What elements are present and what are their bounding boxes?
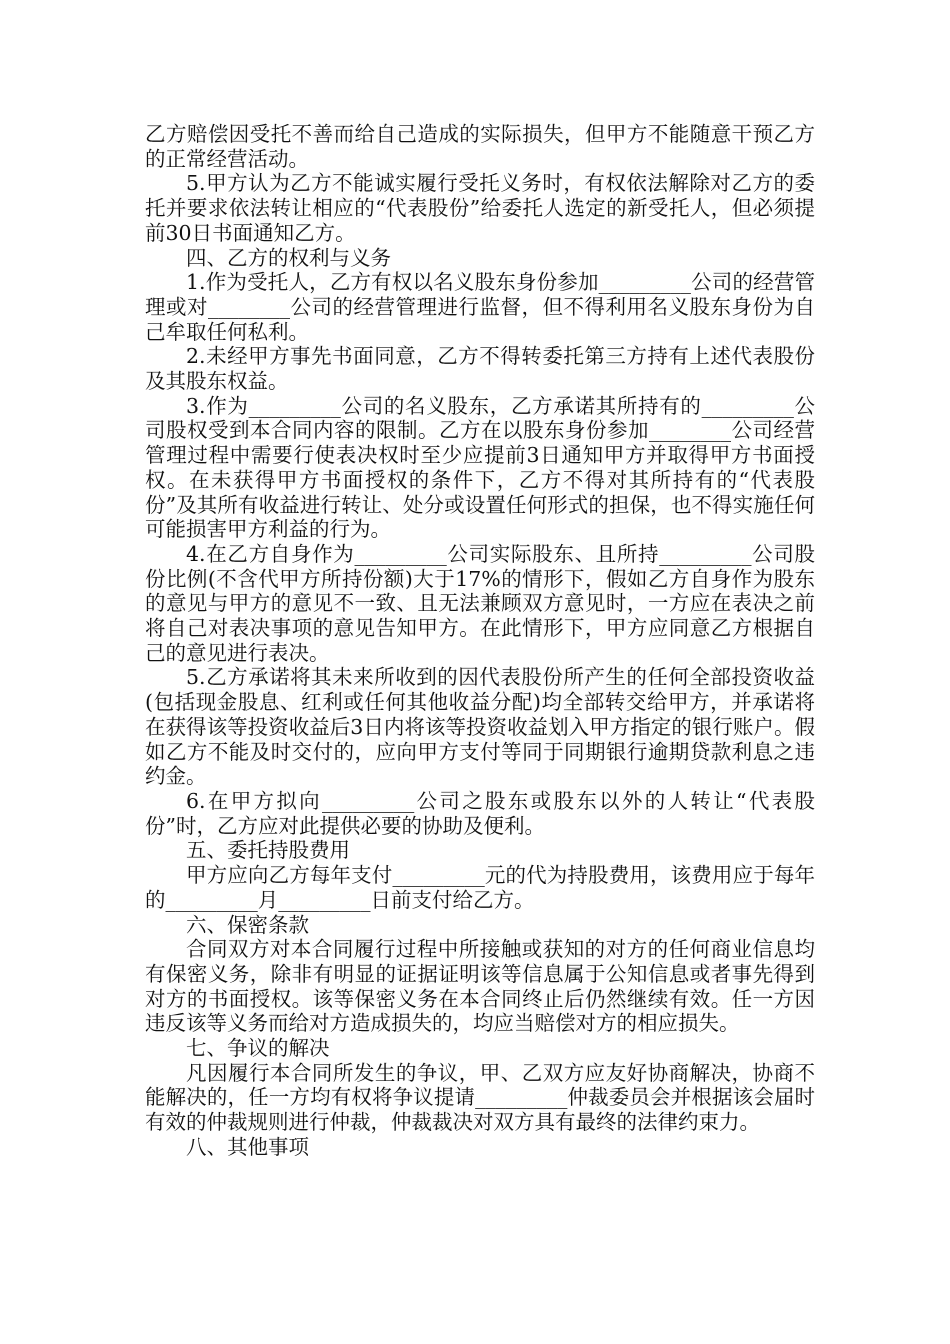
paragraph: 甲方应向乙方每年支付_________元的代为持股费用，该费用应于每年的_________月_________日前支付给乙方。 bbox=[145, 863, 815, 912]
document-body bbox=[145, 122, 815, 1160]
section-heading: 七、争议的解决 bbox=[186, 1036, 330, 1061]
paragraph: 乙方赔偿因受托不善而给自己造成的实际损失，但甲方不能随意干预乙方的正常经营活动。 bbox=[145, 122, 815, 171]
paragraph: 5.甲方认为乙方不能诚实履行受托义务时，有权依法解除对乙方的委托并要求依法转让相应的“代表股份”给委托人选定的新受托人，但必须提前30日书面通知乙方。 bbox=[145, 171, 815, 245]
section-heading: 八、其他事项 bbox=[186, 1134, 309, 1159]
paragraph: 凡因履行本合同所发生的争议，甲、乙双方应友好协商解决，协商不能解决的，任一方均有权将争议提请_________仲裁委员会并根据该会届时有效的仲裁规则进行仲裁，仲裁裁决对双方具有最终的法律约束力。 bbox=[145, 1060, 815, 1135]
paragraph: 4.在乙方自身作为_________公司实际股东、且所持_________公司股份比例(不含代甲方所持份额)大于17%的情形下，假如乙方自身作为股东的意见与甲方的意见不一致、且无法兼顾双方意见时，一方应在表决之前将自己对表决事项的意见告知甲方。在此情形下，甲方应同意乙方根据自己的意见进行表决。 bbox=[145, 541, 815, 665]
paragraph: 6.在甲方拟向_________公司之股东或股东以外的人转让“代表股份”时，乙方应对此提供必要的协助及便利。 bbox=[145, 788, 815, 838]
section-heading: 六、保密条款 bbox=[186, 912, 309, 937]
section-heading: 四、乙方的权利与义务 bbox=[186, 245, 391, 270]
section-heading: 五、委托持股费用 bbox=[186, 838, 350, 863]
paragraph: 合同双方对本合同履行过程中所接触或获知的对方的任何商业信息均有保密义务，除非有明显的证据证明该等信息属于公知信息或者事先得到对方的书面授权。该等保密义务在本合同终止后仍然继续有效。任一方因违反该等义务而给对方造成损失的，均应当赔偿对方的相应损失。 bbox=[145, 937, 815, 1036]
paragraph: 3.作为_________公司的名义股东，乙方承诺其所持有的_________公司股权受到本合同内容的限制。乙方在以股东身份参加________公司经营管理过程中需要行使表决权时至少应提前3日通知甲方并取得甲方书面授权。在未获得甲方书面授权的条件下，乙方不得对其所持有的“代表股份”及其所有收益进行转让、处分或设置任何形式的担保，也不得实施任何可能损害甲方利益的行为。 bbox=[145, 393, 815, 542]
paragraph: 1.作为受托人，乙方有权以名义股东身份参加_________公司的经营管理或对________公司的经营管理进行监督，但不得利用名义股东身份为自己牟取任何私利。 bbox=[145, 270, 815, 344]
paragraph: 5.乙方承诺将其未来所收到的因代表股份所产生的任何全部投资收益(包括现金股息、红利或任何其他收益分配)均全部转交给甲方，并承诺将在获得该等投资收益后3日内将该等投资收益划入甲方指定的银行账户。假如乙方不能及时交付的，应向甲方支付等同于同期银行逾期贷款利息之违约金。 bbox=[145, 665, 815, 789]
paragraph: 2.未经甲方事先书面同意，乙方不得转委托第三方持有上述代表股份及其股东权益。 bbox=[145, 344, 815, 394]
